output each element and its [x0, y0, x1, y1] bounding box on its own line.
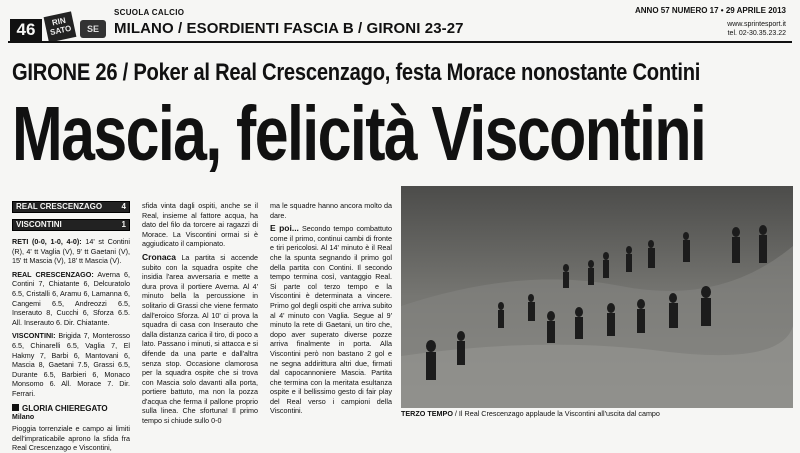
author-block: [12, 404, 130, 453]
tabellino-real: REAL CRESCENZAGO: Averna 6, Contini 7, Chiatante 6, Delcuratolo 6.5, Cristalli 6, Aramu 6, Lamanna 6, Cangemi 6.5, Andreozzi 6.5, Inserauto 8, Cucchi 6, Sforza 6.5. All. Inserauto 6. Dir. Chiatante.: [12, 269, 130, 327]
author-name: GLORIA CHIEREGATO: [22, 404, 108, 413]
article-column-3: [270, 201, 392, 419]
article-headline: Mascia, felicità Viscontini: [12, 91, 706, 177]
caption-text: Il Real Crescenzago applaude la Viscontini all'uscita dal campo: [458, 409, 660, 418]
header-divider: [8, 41, 792, 43]
newspaper-logo: RIN SATO: [44, 11, 77, 42]
photo-caption: TERZO TEMPO / Il Real Crescenzago applaude la Viscontini all'uscita dal campo: [401, 409, 660, 418]
players-silhouette-image: [401, 186, 793, 408]
issue-info: ANNO 57 NUMERO 17 • 29 APRILE 2013: [635, 6, 786, 15]
cronaca-text: La partita si accende subito con la squadra ospite che insidia l'area avversaria e mette a dura prova il portiere Averna. Al 4' minuto bella la percussione in solitario di Grassi che viene fermato dall'eroico Sforza. Al 10' ci prova la squadra di casa con Inserauto che dalla distanza carica il tiro, di poco a lato. Passano i minuti, si attacca e si difende da una parte e dall'altra senza stop. Occasione clamorosa per la squadra ospite che si trova con Mascia solo davanti alla porta, portiere battuto, ma non la pozza d'acqua che ferma il pallone proprio sulla linea. Che sfortuna! Il primo tempo si chiude sullo 0-0: [142, 252, 259, 426]
home-score: 4: [121, 202, 126, 211]
tabellino-reti: RETI (0-0, 1-0, 4-0): 14' st Contini (R), 4' tt Vaglia (V), 9' tt Gaetani (V), 15' tt Mascia (V), 18' tt Mascia (V).: [12, 237, 131, 266]
section-label: SCUOLA CALCIO: [114, 8, 185, 17]
page-number: 46: [10, 19, 42, 41]
website-link[interactable]: www.sprintesport.it: [727, 21, 786, 28]
scorebar-away: [12, 219, 130, 231]
scorebar-home: [12, 201, 130, 213]
section-logo: SE: [80, 20, 106, 38]
caption-label: TERZO TEMPO: [401, 409, 453, 418]
tabellino-column: [12, 201, 130, 403]
phone-number: tel. 02-30.35.23.22: [727, 30, 786, 37]
epoi-text: Secondo tempo combattuto come il primo, continui cambi di fronte e tiri pericolosi. Al 14' minuto è il Real che la spunta segnando il primo gol della partita con Contini. Il secondo tempo termina così, vantaggio Real. Si parte col terzo tempo e la Viscontini è determinata a vincere. Primo gol degli ospiti che arriva subito al 4' minuto con Vaglia. Segue al 9' minuto la rete di Gaetani, un tiro che, dopo aver superato diverse pozze arriva finalmente in porta. Alla Viscontini però non bastano 2 gol e ne segna addirittura altri due, firmati dal capocannoniere Mascia. Partita che termina con la meritata esultanza ospite e il bellissimo gesto di fair play del Real verso i campioni della Viscontini.: [270, 224, 392, 416]
home-team: REAL CRESCENZAGO: [16, 202, 103, 211]
dateline-city: Milano: [12, 414, 35, 421]
cronaca-label: Cronaca: [142, 251, 177, 262]
bullet-square-icon: [12, 404, 19, 411]
section-title: MILANO / ESORDIENTI FASCIA B / GIRONI 23-27: [114, 20, 464, 37]
article-column-2: [142, 201, 258, 429]
column-2-intro: sfida vinta dagli ospiti, anche se il Real, insieme al fattore acqua, ha dato del filo da torcere ai ragazzi di Morace. La Viscontini ormai si è aggiudicato il campionato.: [142, 201, 258, 249]
away-team: VISCONTINI: [16, 220, 62, 229]
column-3-intro: ma le squadre hanno ancora molto da dare.: [270, 201, 392, 220]
match-photo: [401, 186, 793, 408]
article-lead: Pioggia torrenziale e campo ai limiti dell'impraticabile aprono la sfida fra Real Crescenzago e Viscontini,: [12, 424, 130, 453]
article-kicker: GIRONE 26 / Poker al Real Crescenzago, festa Morace nonostante Contini: [12, 59, 701, 86]
away-score: 1: [121, 220, 126, 229]
tabellino-viscontini: VISCONTINI: Brigida 7, Monterosso 6.5, Chinarelli 6.5, Vaglia 7, El Hakmy 7, Barbi 6, Mantovani 6, Mascia 8, Gaetani 7.5, Grassi 6.5, Durante 6.5, Barbieri 6, Monaco Monsomo 6. All. Morace 7. Dir. Ferrari.: [12, 331, 131, 398]
tabellino: [12, 237, 130, 399]
epoi-label: E poi...: [270, 223, 299, 234]
